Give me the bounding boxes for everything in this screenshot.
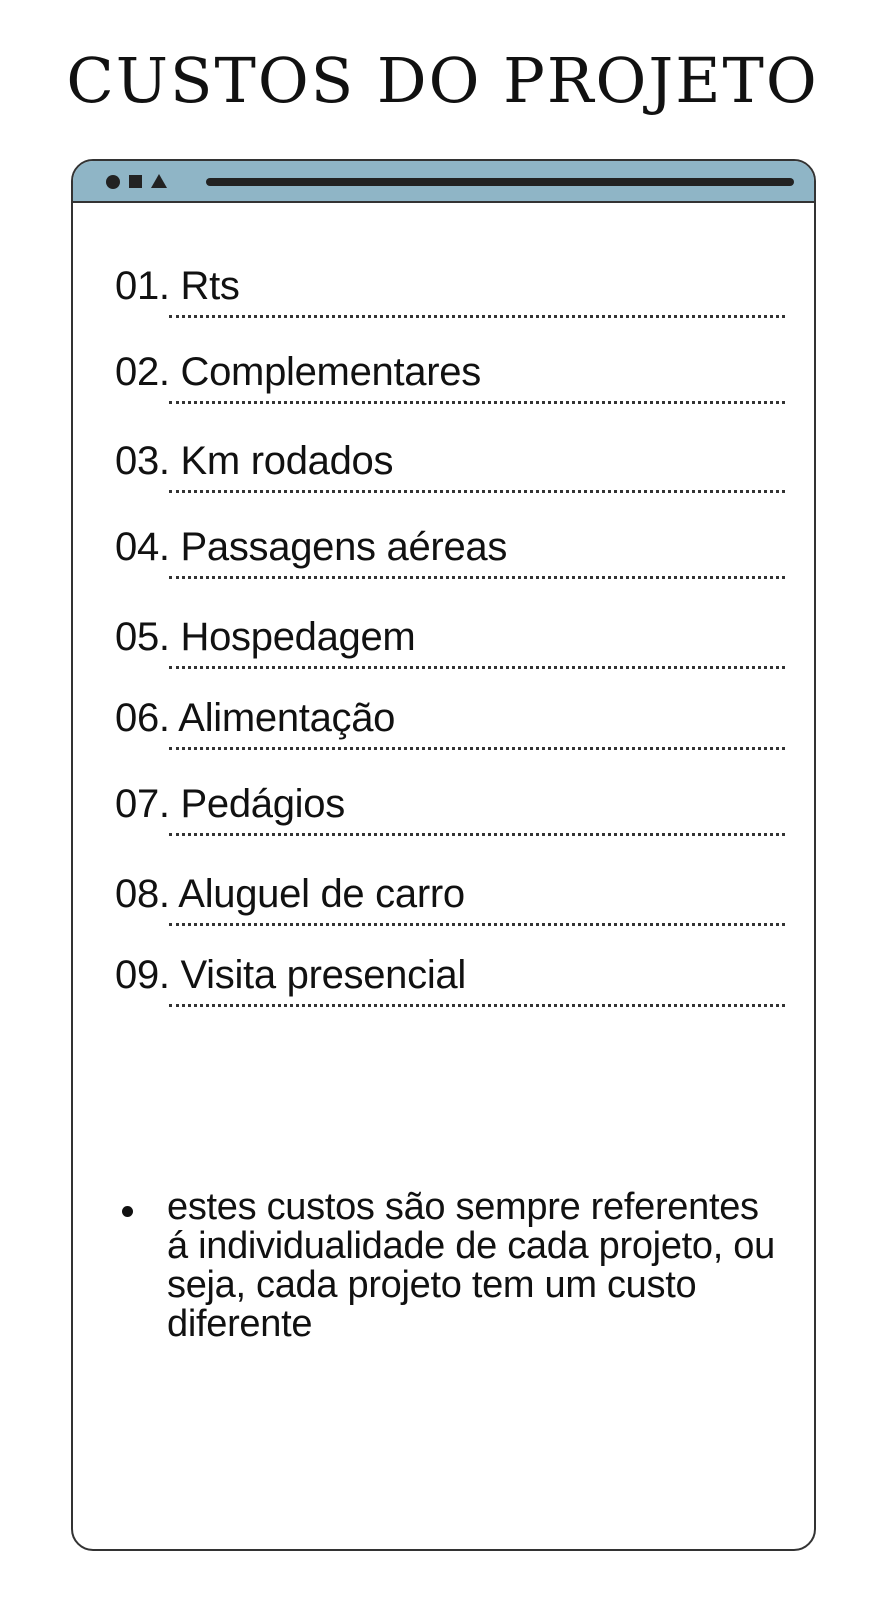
window-titlebar [73, 161, 814, 203]
list-item [115, 947, 775, 1007]
square-icon [129, 175, 142, 188]
dotted-line [169, 1004, 785, 1007]
list-item [115, 776, 775, 836]
triangle-icon [151, 174, 167, 188]
list-item-label: 05. Hospedagem [115, 615, 416, 659]
list-item-label: 06. Alimentação [115, 696, 396, 740]
list-item-label: 08. Aluguel de carro [115, 872, 465, 916]
list-item [115, 344, 775, 404]
list-item [115, 258, 775, 318]
bullet-icon [122, 1206, 133, 1217]
dotted-line [169, 490, 785, 493]
dotted-line [169, 576, 785, 579]
list-item [115, 433, 775, 493]
list-item [115, 690, 775, 750]
list-item-label: 02. Complementares [115, 350, 481, 394]
circle-icon [106, 175, 120, 189]
list-item-label: 09. Visita presencial [115, 953, 466, 997]
list-item [115, 609, 775, 669]
list-item [115, 519, 775, 579]
dotted-line [169, 923, 785, 926]
page-title: CUSTOS DO PROJETO [66, 44, 819, 117]
address-bar [206, 178, 794, 186]
dotted-line [169, 747, 785, 750]
list-item-label: 01. Rts [115, 264, 240, 308]
list-item [115, 866, 775, 926]
list-item-label: 07. Pedágios [115, 782, 345, 826]
dotted-line [169, 401, 785, 404]
note-text: estes custos são sempre referentes á individualidade de cada projeto, ou seja, cada projeto tem um custo diferente [167, 1186, 775, 1345]
dotted-line [169, 315, 785, 318]
browser-window [71, 159, 816, 1551]
dotted-line [169, 666, 785, 669]
list-item-label: 04. Passagens aéreas [115, 525, 508, 569]
dotted-line [169, 833, 785, 836]
list-item-label: 03. Km rodados [115, 439, 394, 483]
